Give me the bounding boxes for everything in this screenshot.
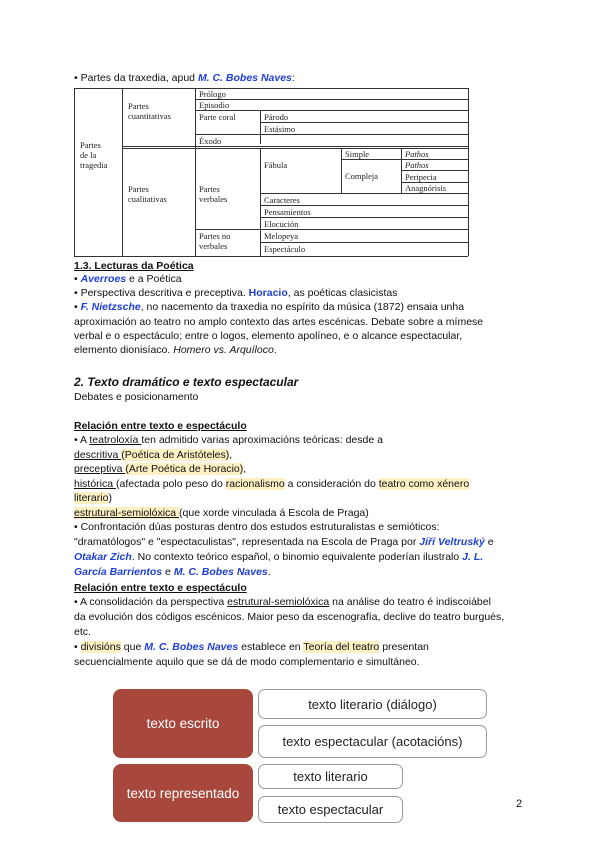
partes-cualitativas: Partes cualitativas xyxy=(128,184,167,204)
rel1-line: García Barrientos e M. C. Bobes Naves. xyxy=(74,566,271,578)
box-texto-espectacular-acotacions: texto espectacular (acotacións) xyxy=(258,725,487,758)
prologo: Prólogo xyxy=(199,89,226,99)
pathos-2: Pathos xyxy=(405,160,429,170)
parodo: Párodo xyxy=(264,112,289,122)
partes-cuantitativas: Partes cuantitativas xyxy=(128,101,171,121)
author-veltrusky: Jiří Veltruský xyxy=(419,536,485,548)
intro-line xyxy=(74,72,534,85)
box-texto-escrito: texto escrito xyxy=(113,689,253,758)
section-1-3-title: 1.3. Lecturas da Poética xyxy=(74,260,194,272)
rel1-line: "dramatólogos" e "espectaculistas", representada na Escola de Praga por Jiří Veltruský e xyxy=(74,536,494,548)
s13-bullet-3: • F. Nietzsche, no nacemento da traxedia no espírito da música (1872) ensaia unha xyxy=(74,301,465,313)
rel1-line: preceptiva (Arte Poética de Horacio), xyxy=(74,463,247,475)
box-texto-literario: texto literario xyxy=(258,764,403,789)
tragedy-parts-table xyxy=(74,88,468,256)
s13-line: elemento dionisíaco. Homero vs. Arquíloco. xyxy=(74,344,277,356)
author-bobes: M. C. Bobes Naves xyxy=(173,566,268,578)
section-2-subtitle: Debates e posicionamento xyxy=(74,391,199,403)
fabula: Fábula xyxy=(264,160,288,170)
author-bobes: M. C. Bobes Naves xyxy=(197,72,292,84)
bullet: • xyxy=(74,72,78,84)
rel2-line: da evolución dos códigos escénicos. Maior peso da escenografía, declive do teatro burgués, xyxy=(74,611,505,623)
box-texto-literario-dialogo: texto literario (diálogo) xyxy=(258,689,487,719)
s13-line: aproximación ao teatro no amplo contexto das artes escénicas. Debate sobre a mímese xyxy=(74,316,484,328)
anagnorisis: Anagnórisis xyxy=(405,183,447,193)
rel1-line: descritiva (Poética de Aristóteles), xyxy=(74,449,233,461)
rel1-line: literario) xyxy=(74,492,112,504)
author-zich: Otakar Zich xyxy=(74,551,132,563)
page-number: 2 xyxy=(516,798,523,810)
s13-bullet-1: • Averroes e a Poética xyxy=(74,273,182,285)
compleja: Compleja xyxy=(345,171,379,181)
author-nietzsche: F. Nietzsche xyxy=(80,301,141,313)
rel2-line: etc. xyxy=(74,626,91,638)
intro-colon: : xyxy=(291,72,295,84)
s13-bullet-2: • Perspectiva descritiva e preceptiva. Horacio, as poéticas clasicistas xyxy=(74,287,398,299)
rel2-line: secuencialmente aquilo que se dá de modo complementario e simultáneo. xyxy=(74,656,420,668)
rel1-line: • A teatroloxía ten admitido varias aproximacións teóricas: desde a xyxy=(74,434,383,446)
rel2-line: • divisións que M. C. Bobes Naves establece en Teoría del teatro presentan xyxy=(74,641,429,653)
author-garcia-barrientos: García Barrientos xyxy=(74,566,163,578)
elocucion: Elocución xyxy=(264,219,299,229)
melopeya: Melopeya xyxy=(264,231,298,241)
pathos-1: Pathos xyxy=(405,149,429,159)
relation-heading-2: Relación entre texto e espectáculo xyxy=(74,582,247,594)
episodio: Episodio xyxy=(199,100,230,110)
rel1-line: estrutural-semiolóxica (que xorde vinculada á Escola de Praga) xyxy=(74,507,369,519)
partes-no-verbales: Partes no verbales xyxy=(199,231,231,251)
section-2-title: 2. Texto dramático e texto espectacular xyxy=(74,375,299,389)
box-texto-espectacular: texto espectacular xyxy=(258,796,403,823)
rel1-line: Otakar Zich. No contexto teórico español, o binomio equivalente poderían ilustralo J. L. xyxy=(74,551,484,563)
exodo: Éxodo xyxy=(199,136,222,146)
author-horacio: Horacio xyxy=(248,287,288,299)
pensamientos: Pensamientos xyxy=(264,207,311,217)
intro-text: Partes da traxedia, apud xyxy=(80,72,198,84)
author-bobes: M. C. Bobes Naves xyxy=(144,641,239,653)
table-root-label: Partes de la tragedia xyxy=(80,140,108,170)
espectaculo: Espectáculo xyxy=(264,244,306,254)
relation-heading-1: Relación entre texto e espectáculo xyxy=(74,420,247,432)
rel2-line: • A consolidación da perspectiva estrutural-semiolóxica na análise do teatro é indiscoiábel xyxy=(74,596,491,608)
estasimo: Estásimo xyxy=(264,124,296,134)
rel1-line: • Confrontación dúas posturas dentro dos estudos estruturalistas e semióticos: xyxy=(74,521,440,533)
s13-line: verbal e o espectáculo; entre o logos, elemento apolíneo, e o alcance espectacular, xyxy=(74,330,463,342)
caracteres: Caracteres xyxy=(264,195,300,205)
box-texto-representado: texto representado xyxy=(113,764,253,822)
peripecia: Peripecia xyxy=(405,172,437,182)
partes-verbales: Partes verbales xyxy=(199,184,228,204)
simple: Simple xyxy=(345,149,370,159)
parte-coral: Parte coral xyxy=(199,112,236,122)
author-averroes: Averroes xyxy=(80,273,127,285)
rel1-line: histórica (afectada polo peso do racionalismo a consideración do teatro como xénero xyxy=(74,478,470,490)
